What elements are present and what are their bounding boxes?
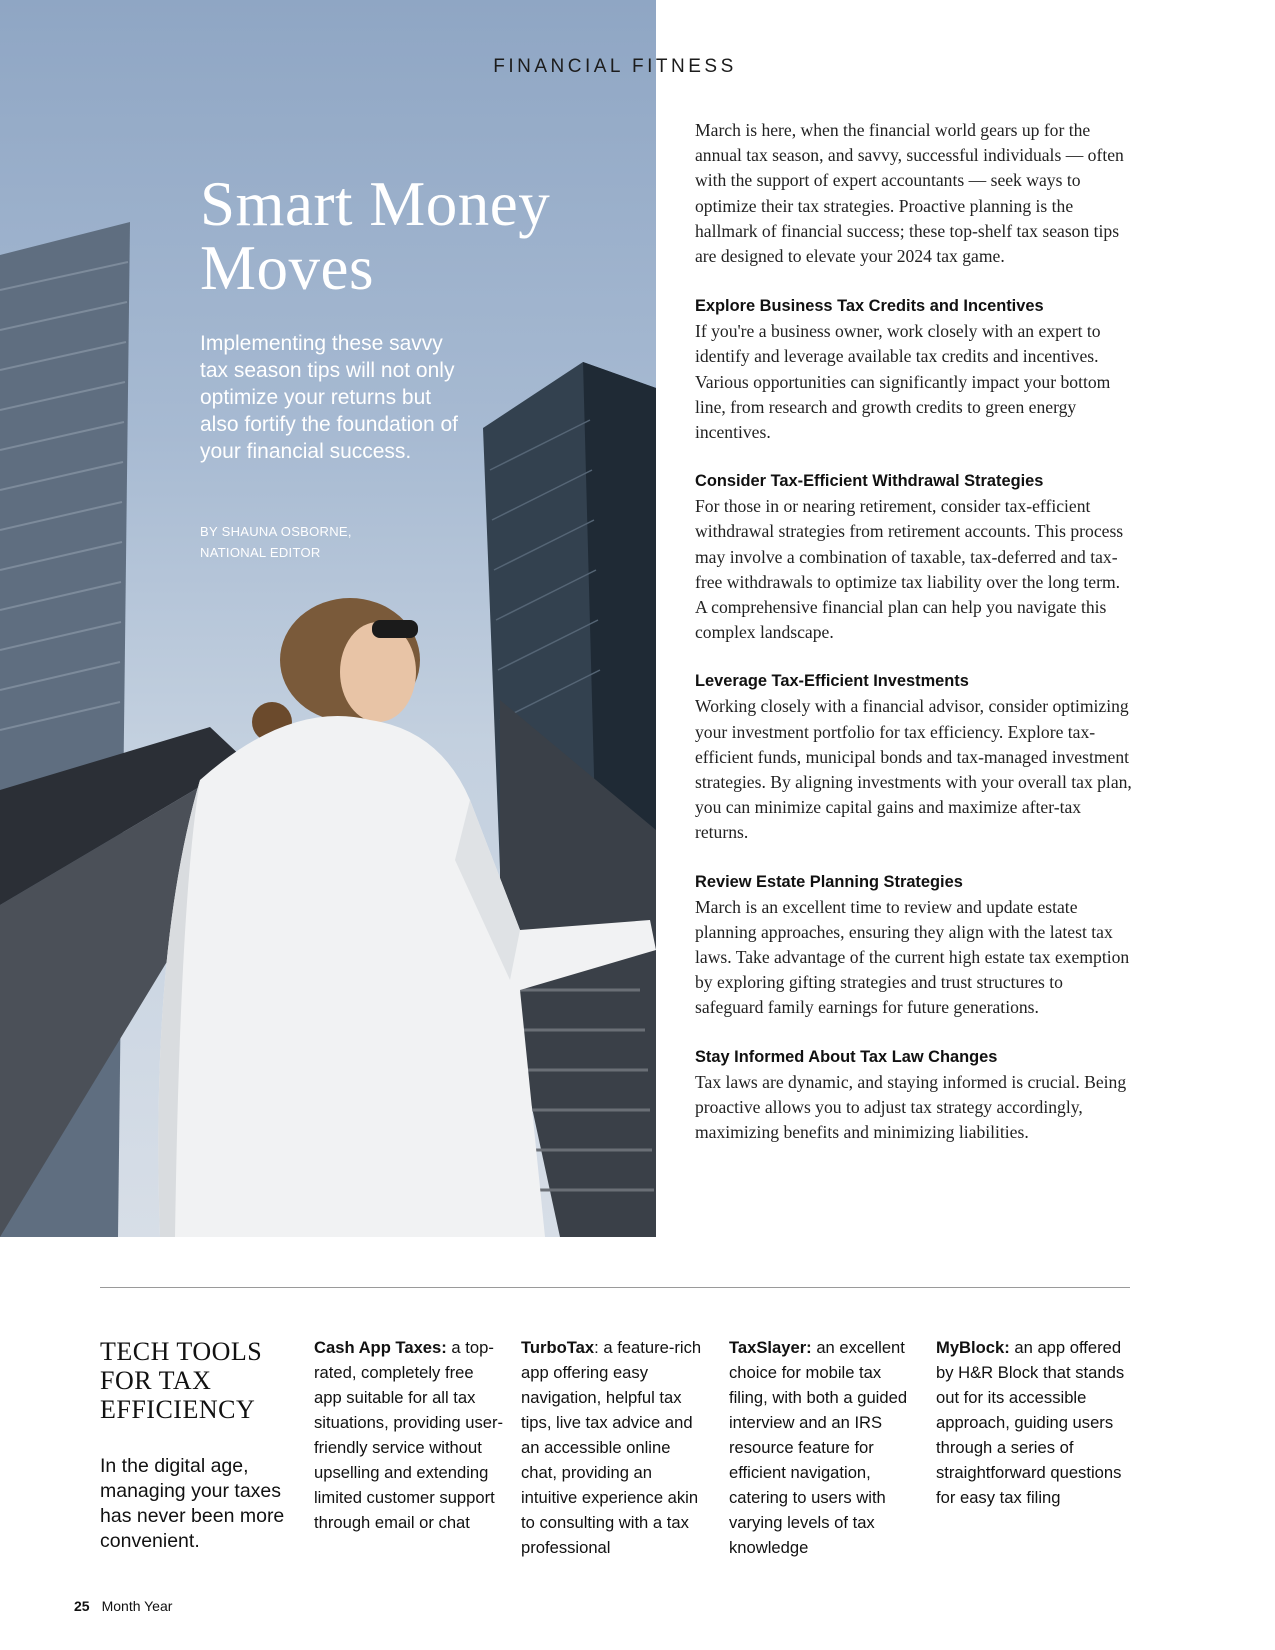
- byline-author: BY SHAUNA OSBORNE,: [200, 524, 352, 539]
- headline-line-2: Moves: [200, 233, 374, 303]
- tool-desc: an excellent choice for mobile tax filing, with both a guided interview and an IRS resource feature for efficient navigation, catering to users with varying levels of tax knowledge: [729, 1338, 908, 1557]
- article-section: [695, 294, 1135, 445]
- article-section: [695, 469, 1135, 645]
- article-section: [695, 870, 1135, 1021]
- sunglasses-icon: [372, 620, 418, 638]
- headline-line-1: Smart Money: [200, 169, 551, 239]
- byline-title: NATIONAL EDITOR: [200, 545, 321, 560]
- section-heading: Consider Tax-Efficient Withdrawal Strategies: [695, 472, 1044, 491]
- divider: [100, 1287, 1130, 1288]
- section-heading: Explore Business Tax Credits and Incentives: [695, 297, 1044, 316]
- section-body: Tax laws are dynamic, and staying informed is crucial. Being proactive allows you to adjust tax strategy accordingly, maximizing benefits and minimizing liabilities.: [695, 1071, 1127, 1143]
- page-number: 25: [74, 1598, 90, 1614]
- tool-name: TaxSlayer:: [729, 1338, 812, 1357]
- tool-desc: an app offered by H&R Block that stands out for its accessible approach, guiding users through a series of straightforward questions for easy tax filing: [936, 1338, 1125, 1507]
- tool-item-taxslayer: [729, 1335, 919, 1560]
- section-heading: Stay Informed About Tax Law Changes: [695, 1047, 998, 1066]
- article-section: [695, 1045, 1135, 1146]
- article-section: [695, 669, 1135, 845]
- section-label: FINANCIAL FITNESS: [493, 56, 737, 77]
- tool-name: MyBlock:: [936, 1338, 1010, 1357]
- section-body: If you're a business owner, work closely with an expert to identify and leverage available tax credits and incentives. Various opportunities can significantly impact your bottom line, from research and growth credits to green energy incentives.: [695, 321, 1111, 443]
- issue-date: Month Year: [101, 1598, 173, 1614]
- section-body: Working closely with a financial advisor, consider optimizing your investment portfolio for tax efficiency. Explore tax-efficient funds, municipal bonds and tax-managed investment strategies. By aligning investments with your overall tax plan, you can minimize capital gains and maximize after-tax returns.: [695, 696, 1132, 843]
- tool-item-turbotax: [521, 1335, 711, 1560]
- headline: [200, 169, 620, 303]
- tool-name: Cash App Taxes:: [314, 1338, 447, 1357]
- tech-tools-title: TECH TOOLS FOR TAX EFFICIENCY: [100, 1337, 263, 1424]
- article-intro: March is here, when the financial world gears up for the annual tax season, and savvy, successful individuals — often with the support of expert accountants — seek ways to optimize their tax strategies. Proactive planning is the hallmark of financial success; these top-shelf tax season tips are designed to elevate your 2024 tax game.: [695, 120, 1124, 267]
- tech-tools-intro: In the digital age, managing your taxes has never been more convenient.: [100, 1455, 285, 1552]
- byline: [200, 521, 500, 563]
- tool-desc: : a feature-rich app offering easy navigation, helpful tax tips, live tax advice and an accessible online chat, providing an intuitive experience akin to consulting with a tax professional: [521, 1338, 702, 1557]
- section-heading: Leverage Tax-Efficient Investments: [695, 672, 969, 691]
- tool-desc: a top-rated, completely free app suitable for all tax situations, providing user-friendly service without upselling and extending limited customer support through email or chat: [314, 1338, 504, 1532]
- tool-name: TurboTax: [521, 1338, 595, 1357]
- section-body: March is an excellent time to review and update estate planning approaches, ensuring they align with the latest tax laws. Take advantage of the current high estate tax exemption by exploring gifting strategies and trust structures to safeguard family earnings for future generations.: [695, 896, 1130, 1018]
- page-footer: [74, 1598, 172, 1614]
- article-body: [695, 118, 1135, 1169]
- section-body: For those in or nearing retirement, consider tax-efficient withdrawal strategies from retirement accounts. This process may involve a combination of taxable, tax-deferred and tax-free withdrawals to optimize tax liability over the long term. A comprehensive financial plan can help you navigate this complex landscape.: [695, 496, 1124, 643]
- dek: Implementing these savvy tax season tips will not only optimize your returns but also fortify the foundation of your financial success.: [200, 332, 458, 463]
- tool-item-cash-app: [314, 1335, 504, 1535]
- section-heading: Review Estate Planning Strategies: [695, 872, 963, 891]
- tool-item-myblock: [936, 1335, 1126, 1510]
